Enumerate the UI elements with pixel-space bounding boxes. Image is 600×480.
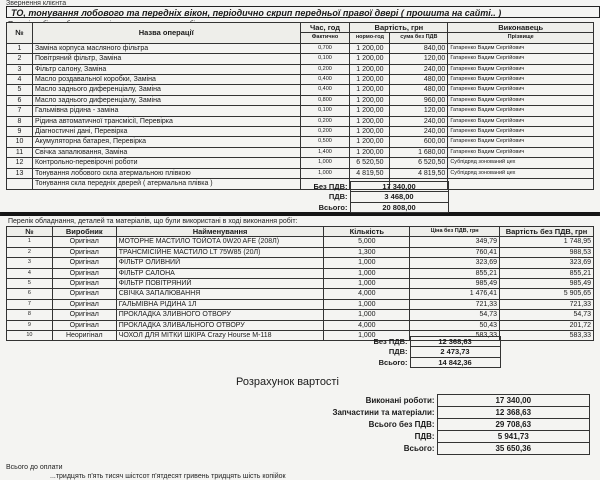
operation-name: Фільтр салону, Заміна: [32, 64, 300, 74]
col-hours-fact: Фактично: [300, 33, 350, 43]
parts-caption: Перелік обладнання, деталей та матеріалів, що були використані в ході виконання робіт:: [8, 218, 298, 225]
row-num: 1: [7, 43, 33, 53]
operation-name: Акумуляторна батарея, Перевірка: [32, 137, 300, 147]
hours-fact: 0,400: [300, 85, 350, 95]
norm-hour-rate: 1 200,00: [350, 64, 390, 74]
row-num: 1: [7, 237, 53, 247]
row-num: 8: [7, 310, 53, 320]
hours-fact: 1,400: [300, 147, 350, 157]
row-num: 5: [7, 85, 33, 95]
table-row: [7, 106, 594, 116]
part-name: ТРАНСМІСІЙНЕ МАСТИЛО LT 75W85 (20Л): [116, 247, 324, 257]
norm-hour-rate: 1 200,00: [350, 137, 390, 147]
operation-name: Масло роздавальної коробки, Заміна: [32, 75, 300, 85]
table-row: [7, 147, 594, 157]
works-total-label: Всього:: [318, 202, 348, 212]
norm-hour-rate: 1 200,00: [350, 147, 390, 157]
calc-value: 29 708,63: [437, 419, 589, 431]
quantity: 1,000: [324, 299, 410, 309]
hours-fact: 1,000: [300, 158, 350, 168]
operation-name: Масло заднього диференціалу, Заміна: [32, 95, 300, 105]
amount-in-words: ...тридцять п'ять тисяч шістсот п'ятдесят гривень тридцять шість копійок: [50, 473, 286, 480]
col-part-cost: Вартість без ПДВ, грн: [500, 227, 594, 237]
table-row: [7, 289, 594, 299]
executor-name: Гатаренко Вадим Сергійович: [448, 64, 594, 74]
part-name: ФІЛЬТР ОЛИВНИЙ: [116, 258, 324, 268]
sum-no-vat: 240,00: [390, 64, 448, 74]
maker: Оригінал: [52, 247, 116, 257]
calc-title: Розрахунок вартості: [236, 376, 339, 388]
works-table: [6, 22, 594, 190]
executor-name: Гатаренко Вадим Сергійович: [448, 106, 594, 116]
table-row: [7, 158, 594, 168]
maker: Оригінал: [52, 279, 116, 289]
operation-name: Повітряний фільтр, Заміна: [32, 54, 300, 64]
row-num: 11: [7, 147, 33, 157]
row-num: 9: [7, 320, 53, 330]
calc-label: Запчастини та матеріали:: [332, 408, 435, 417]
executor-name: Гатаренко Вадим Сергійович: [448, 116, 594, 126]
table-row: [7, 75, 594, 85]
maker: Оригінал: [52, 320, 116, 330]
executor-name: Гатаренко Вадим Сергійович: [448, 43, 594, 53]
executor-name: Гатаренко Вадим Сергійович: [448, 95, 594, 105]
row-num: 9: [7, 127, 33, 137]
row-num: 7: [7, 106, 33, 116]
operation-name: Рідина автоматичної трансмісії, Перевірка: [32, 116, 300, 126]
maker: Оригінал: [52, 310, 116, 320]
part-cost: 988,53: [500, 247, 594, 257]
sum-no-vat: 120,00: [390, 106, 448, 116]
table-row: [7, 268, 594, 278]
operation-name: Контрольно-перевірочні роботи: [32, 158, 300, 168]
maker: Оригінал: [52, 289, 116, 299]
sum-no-vat: 600,00: [390, 137, 448, 147]
row-num: 4: [7, 268, 53, 278]
unit-price: 760,41: [410, 247, 500, 257]
sum-no-vat: 6 520,50: [390, 158, 448, 168]
hours-fact: 0,800: [300, 95, 350, 105]
parts-vat-label: ПДВ:: [388, 347, 408, 357]
operation-name: Масло заднього диференціалу, Заміна: [32, 85, 300, 95]
parts-total: 14 842,36: [410, 357, 500, 367]
norm-hour-rate: 1 200,00: [350, 95, 390, 105]
col-surname: Прізвище: [448, 33, 594, 43]
hours-fact: 0,200: [300, 64, 350, 74]
client-request-text: ТО, тонування лобового та передніх вікон, періодично скрип передньої правої двері ( прошита на сайті.. ): [6, 6, 600, 18]
unit-price: 985,49: [410, 279, 500, 289]
executor-name: Гатаренко Вадим Сергійович: [448, 147, 594, 157]
part-cost: 583,33: [500, 331, 594, 341]
table-row: [7, 258, 594, 268]
calc-label: Всього:: [403, 444, 435, 453]
quantity: 4,000: [324, 289, 410, 299]
row-num: 4: [7, 75, 33, 85]
sum-no-vat: 960,00: [390, 95, 448, 105]
calc-value: 12 368,63: [437, 407, 589, 419]
row-num: 6: [7, 289, 53, 299]
works-no-vat: 17 340,00: [350, 182, 448, 192]
executor-name: Гатаренко Вадим Сергійович: [448, 127, 594, 137]
parts-no-vat: 12 368,63: [410, 337, 500, 347]
table-row: [7, 299, 594, 309]
calc-value: 5 941,73: [437, 431, 589, 443]
part-cost: 855,21: [500, 268, 594, 278]
norm-hour-rate: 1 200,00: [350, 54, 390, 64]
sum-no-vat: 240,00: [390, 116, 448, 126]
works-totals: [6, 181, 594, 213]
unit-price: 54,73: [410, 310, 500, 320]
calc-label: Виконані роботи:: [365, 396, 435, 405]
maker: Оригінал: [52, 268, 116, 278]
executor-name: Субпідряд зонований цех: [448, 158, 594, 168]
row-num: 10: [7, 331, 53, 341]
executor-name: Гатаренко Вадим Сергійович: [448, 54, 594, 64]
calc-table: [200, 394, 590, 455]
col-part-name: Найменування: [116, 227, 324, 237]
part-name: ФІЛЬТР САЛОНА: [116, 268, 324, 278]
norm-hour-rate: 1 200,00: [350, 75, 390, 85]
operation-name: Діагностичні дані, Перевірка: [32, 127, 300, 137]
hours-fact: 0,500: [300, 137, 350, 147]
col-hours: Час, год: [300, 23, 350, 33]
col-qty: Кількість: [324, 227, 410, 237]
sum-no-vat: 480,00: [390, 75, 448, 85]
quantity: 1,000: [324, 258, 410, 268]
row-num: 12: [7, 158, 33, 168]
row-num: 8: [7, 116, 33, 126]
row-num: 3: [7, 64, 33, 74]
hours-fact: 0,100: [300, 54, 350, 64]
calc-row: [200, 407, 590, 419]
table-row: [7, 247, 594, 257]
unit-price: 323,69: [410, 258, 500, 268]
part-cost: 201,72: [500, 320, 594, 330]
norm-hour-rate: 1 200,00: [350, 116, 390, 126]
table-row: [7, 43, 594, 53]
operation-name: Заміна корпуса масляного фільтра: [32, 43, 300, 53]
executor-name: Субпідряд зонований цех: [448, 168, 594, 178]
part-cost: 54,73: [500, 310, 594, 320]
operation-name: Тонування лобового скла атермальною плівкою: [32, 168, 300, 178]
parts-totals: [6, 336, 594, 368]
calc-row: [200, 431, 590, 443]
to-pay-label: Всього до оплати: [6, 464, 63, 471]
sum-no-vat: 840,00: [390, 43, 448, 53]
operation-name: Гальмівна рідина - заміна: [32, 106, 300, 116]
sum-no-vat: 120,00: [390, 54, 448, 64]
part-name: ФІЛЬТР ПОВІТРЯНИЙ: [116, 279, 324, 289]
quantity: 1,000: [324, 268, 410, 278]
hours-fact: 0,200: [300, 116, 350, 126]
col-parts-num: №: [7, 227, 53, 237]
table-row: [7, 168, 594, 178]
maker: Оригінал: [52, 237, 116, 247]
hours-fact: 1,000: [300, 168, 350, 178]
row-num: 10: [7, 137, 33, 147]
norm-hour-rate: 6 520,50: [350, 158, 390, 168]
table-row: [7, 54, 594, 64]
table-row: [7, 64, 594, 74]
quantity: 4,000: [324, 320, 410, 330]
quantity: 1,000: [324, 331, 410, 341]
norm-hour-rate: 1 200,00: [350, 43, 390, 53]
row-num: 6: [7, 95, 33, 105]
operation-name: Свічка запалювання, Заміна: [32, 147, 300, 157]
quantity: 5,000: [324, 237, 410, 247]
calc-value: 17 340,00: [437, 395, 589, 407]
norm-hour-rate: 1 200,00: [350, 85, 390, 95]
row-num: 2: [7, 247, 53, 257]
part-name: ЧОХОЛ ДЛЯ МІТКИ ШКІРА Crazy Hourse M-118: [116, 331, 324, 341]
part-cost: 5 905,65: [500, 289, 594, 299]
part-cost: 985,49: [500, 279, 594, 289]
col-operation: Назва операції: [32, 23, 300, 44]
sum-no-vat: 240,00: [390, 127, 448, 137]
hours-fact: 0,100: [300, 106, 350, 116]
work-order-sheet: [0, 0, 600, 212]
sum-no-vat: 480,00: [390, 85, 448, 95]
calc-label: Всього без ПДВ:: [368, 420, 435, 429]
table-row: [7, 85, 594, 95]
calc-row: [200, 395, 590, 407]
executor-name: Гатаренко Вадим Сергійович: [448, 75, 594, 85]
hours-fact: 0,700: [300, 43, 350, 53]
parts-table: [6, 226, 594, 341]
executor-name: Гатаренко Вадим Сергійович: [448, 137, 594, 147]
quantity: 1,300: [324, 247, 410, 257]
col-norm-hour: нормо-год: [350, 33, 390, 43]
unit-price: 855,21: [410, 268, 500, 278]
col-executor: Виконавець: [448, 23, 594, 33]
part-name: ГАЛЬМІВНА РІДИНА 1Л: [116, 299, 324, 309]
parts-total-label: Всього:: [378, 357, 408, 367]
table-row: [7, 127, 594, 137]
works-total: 20 808,00: [350, 202, 448, 212]
table-row: [7, 137, 594, 147]
calc-value: 35 650,36: [437, 443, 589, 455]
maker: Оригінал: [52, 299, 116, 309]
part-name: ПРОКЛАДКА ЗЛИВНОГО ОТВОРУ: [116, 310, 324, 320]
table-row: [7, 310, 594, 320]
parts-sheet: [0, 216, 600, 480]
col-price: Ціна без ПДВ, грн: [410, 227, 500, 237]
col-maker: Виробник: [52, 227, 116, 237]
operation-name: Тонування скла передніх дверей ( атермальна плівка ): [32, 179, 300, 189]
row-num: 7: [7, 299, 53, 309]
works-no-vat-label: Без ПДВ:: [313, 182, 348, 191]
row-num: 13: [7, 168, 33, 178]
quantity: 1,000: [324, 310, 410, 320]
part-cost: 323,69: [500, 258, 594, 268]
parts-no-vat-label: Без ПДВ:: [373, 337, 408, 346]
sum-no-vat: 1 680,00: [390, 147, 448, 157]
works-vat-label: ПДВ:: [328, 192, 348, 202]
norm-hour-rate: 1 200,00: [350, 127, 390, 137]
hours-fact: 0,200: [300, 127, 350, 137]
unit-price: 1 476,41: [410, 289, 500, 299]
sum-no-vat: 4 819,50: [390, 168, 448, 178]
parts-vat: 2 473,73: [410, 347, 500, 357]
table-row: [7, 116, 594, 126]
row-num: 3: [7, 258, 53, 268]
table-row: [7, 279, 594, 289]
row-num: 5: [7, 279, 53, 289]
quantity: 1,000: [324, 279, 410, 289]
part-name: СВІЧКА ЗАПАЛЮВАННЯ: [116, 289, 324, 299]
table-row: [7, 237, 594, 247]
maker: Оригінал: [52, 258, 116, 268]
calc-row: [200, 419, 590, 431]
executor-name: Гатаренко Вадим Сергійович: [448, 85, 594, 95]
maker: Неоригінал: [52, 331, 116, 341]
col-num: №: [7, 23, 33, 44]
col-sum: сума без ПДВ: [390, 33, 448, 43]
row-num: 2: [7, 54, 33, 64]
calc-label: ПДВ:: [414, 432, 435, 441]
works-vat: 3 468,00: [350, 192, 448, 202]
unit-price: 50,43: [410, 320, 500, 330]
part-cost: 1 748,95: [500, 237, 594, 247]
norm-hour-rate: 4 819,50: [350, 168, 390, 178]
unit-price: 583,33: [410, 331, 500, 341]
unit-price: 721,33: [410, 299, 500, 309]
part-name: ПРОКЛАДКА ЗЛИВАЛЬНОГО ОТВОРУ: [116, 320, 324, 330]
part-cost: 721,33: [500, 299, 594, 309]
table-row: [7, 95, 594, 105]
part-name: МОТОРНЕ МАСТИЛО ТОЙОТА 0W20 AFE (208Л): [116, 237, 324, 247]
col-cost: Вартість, грн: [350, 23, 448, 33]
unit-price: 349,79: [410, 237, 500, 247]
hours-fact: 0,400: [300, 75, 350, 85]
norm-hour-rate: 1 200,00: [350, 106, 390, 116]
calc-row: [200, 443, 590, 455]
client-request-label: Звернення клієнта: [6, 0, 67, 7]
table-row: [7, 320, 594, 330]
